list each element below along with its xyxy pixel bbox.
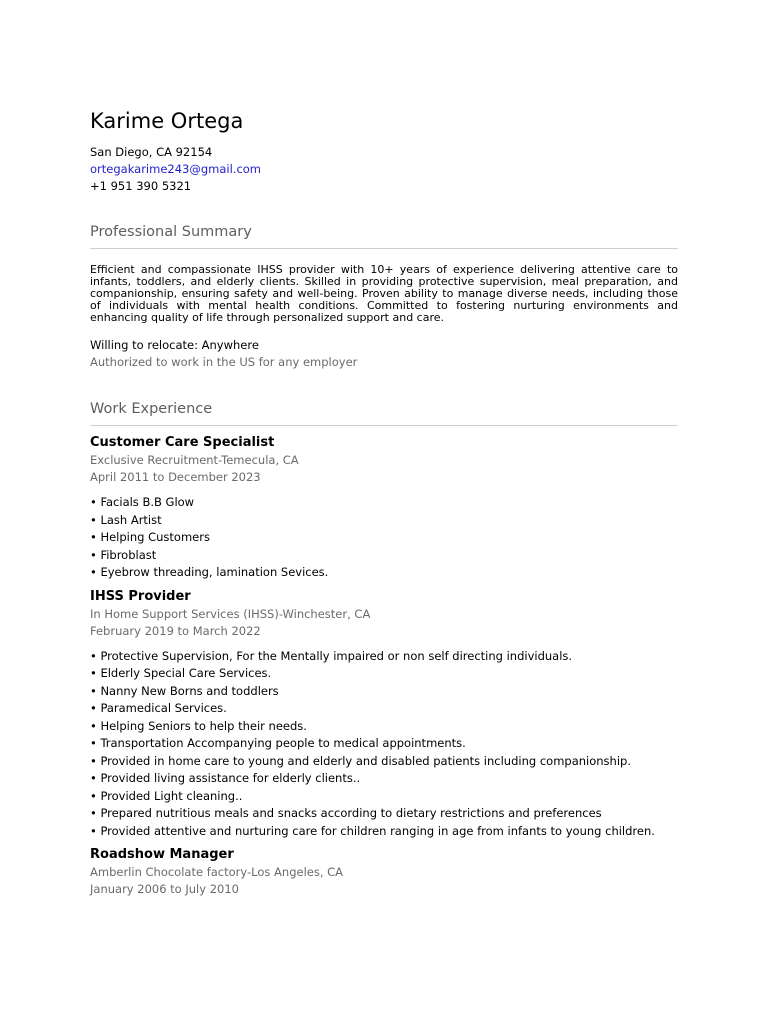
candidate-name: Karime Ortega — [90, 109, 244, 133]
job-bullet: • Prepared nutritious meals and snacks according to dietary restrictions and preferences — [90, 806, 602, 820]
phone-text: +1 951 390 5321 — [90, 179, 192, 193]
job-bullet: • Protective Supervision, For the Mentally impaired or non self directing individuals. — [90, 648, 573, 663]
job-dates: February 2019 to March 2022 — [90, 623, 261, 638]
job-bullet: • Transportation Accompanying people to medical appointments. — [90, 736, 466, 750]
job-bullet: • Provided living assistance for elderly clients.. — [90, 771, 361, 785]
relocate-text: Willing to relocate: Anywhere — [90, 338, 259, 352]
job-entry — [90, 846, 678, 898]
job-bullet: • Fibroblast — [90, 547, 157, 562]
job-bullet-list — [90, 494, 678, 582]
job-company: Exclusive Recruitment-Temecula, CA — [90, 453, 299, 467]
job-entry — [90, 434, 678, 582]
resume-content — [90, 108, 678, 898]
jobs-list — [90, 434, 678, 898]
job-title: Customer Care Specialist — [90, 435, 275, 450]
job-bullet: • Helping Seniors to help their needs. — [90, 718, 307, 733]
job-bullet: • Lash Artist — [90, 512, 162, 527]
job-bullet: • Provided attentive and nurturing care for children ranging in age from infants to young children. — [90, 823, 655, 838]
job-bullet-list — [90, 648, 678, 841]
summary-section-title: Professional Summary — [90, 222, 678, 249]
job-dates: April 2011 to December 2023 — [90, 470, 261, 484]
job-company: In Home Support Services (IHSS)-Winchester, CA — [90, 606, 371, 621]
location-text: San Diego, CA 92154 — [90, 145, 213, 159]
job-company: Amberlin Chocolate factory-Los Angeles, CA — [90, 865, 344, 879]
job-bullet: • Facials B.B Glow — [90, 495, 195, 509]
job-entry — [90, 588, 678, 841]
job-bullet: • Helping Customers — [90, 530, 210, 544]
job-title: IHSS Provider — [90, 588, 191, 604]
job-bullet: • Provided Light cleaning.. — [90, 788, 243, 803]
work-authorization-text: Authorized to work in the US for any employer — [90, 355, 358, 369]
work-section-title: Work Experience — [90, 399, 678, 426]
job-bullet: • Eyebrow threading, lamination Sevices. — [90, 565, 329, 579]
job-dates: January 2006 to July 2010 — [90, 882, 239, 896]
summary-text: Efficient and compassionate IHSS provider with 10+ years of experience delivering attentive care to infants, toddlers, and elderly clients. Skilled in providing protective supervision, meal preparation, and companionship, ensuring safety and well-being. Proven ability to manage diverse needs, including those of individuals with mental health conditions. Committed to fostering nurturing environments and enhancing quality of life through personalized support and care. — [90, 263, 678, 324]
job-title: Roadshow Manager — [90, 847, 234, 862]
job-bullet: • Paramedical Services. — [90, 701, 227, 715]
job-bullet: • Elderly Special Care Services. — [90, 666, 272, 680]
email-link[interactable]: ortegakarime243@gmail.com — [90, 162, 262, 176]
job-bullet: • Provided in home care to young and elderly and disabled patients including companionship. — [90, 753, 631, 768]
job-bullet: • Nanny New Borns and toddlers — [90, 683, 279, 698]
